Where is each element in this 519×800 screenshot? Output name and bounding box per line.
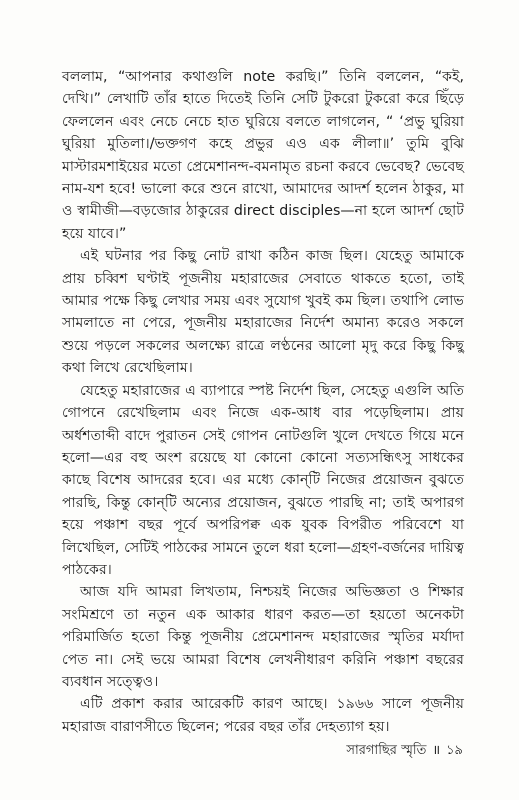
- paragraph-1: বললাম, “আপনার কথাগুলি note করছি।” তিনি বললেন, “কই, দেখি।” লেখাটি তাঁর হাতে দিতেই তিনি সেটি টুকরো টুকরো করে ছিঁড়ে ফেললেন এবং নেচে নেচে হাত ঘুরিয়ে বলতে লাগলেন, “ ‘প্রভু ঘুরিয়া ঘুরিয়া মুতিলা।/ভক্তগণ কহে প্রভুর এও এক লীলা॥’ তুমি বুঝি মাস্টারমশাইয়ের মতো প্রেমেশানন্দ-বমনামৃত রচনা করবে ভেবেছ? ভেবেছ নাম-যশ হবে! ভালো করে শুনে রাখো, আমাদের আদর্শ হলেন ঠাকুর, মা ও স্বামীজী—বড়জোর ঠাকুরের direct disciples—না হলে আদর্শ ছোট হয়ে যাবে।”: [62, 69, 464, 242]
- footer-separator: ॥: [432, 743, 441, 758]
- paragraph-2: এই ঘটনার পর কিছু নোট রাখা কঠিন কাজ ছিল। যেহেতু আমাকে প্রায় চব্বিশ ঘণ্টাই পূজনীয় মহারাজের সেবাতে থাকতে হতো, তাই আমার পক্ষে কিছু লেখার সময় এবং সুযোগ খুবই কম ছিল। তথাপি লোভ সামলাতে না পেরে, পূজনীয় মহারাজের নির্দেশ অমান্য করেও সকলে শুয়ে পড়লে সকলের অলক্ষ্যে রাত্রে লণ্ঠনের আলো মৃদু করে কিছু কিছু কথা লিখে রেখেছিলাম।: [62, 248, 464, 377]
- paragraph-5: এটি প্রকাশ করার আরেকটি কারণ আছে। ১৯৬৬ সালে পূজনীয় মহারাজ বারাণসীতে ছিলেন; পরের বছর তাঁর দেহত্যাগ হয়।: [62, 696, 464, 735]
- running-title: সারগাছির স্মৃতি: [346, 743, 427, 758]
- page-number: ১৯: [446, 743, 463, 758]
- page-footer: [340, 740, 463, 762]
- body-text: [62, 66, 464, 738]
- paragraph-3: যেহেতু মহারাজের এ ব্যাপারে স্পষ্ট নির্দেশ ছিল, সেহেতু এগুলি অতি গোপনে রেখেছিলাম এবং নিজে এক-আধ বার পড়েছিলাম। প্রায় অর্ধশতাব্দী বাদে পুরাতন সেই গোপন নোটগুলি খুলে দেখতে গিয়ে মনে হলো—এর বহু অংশ রয়েছে যা কোনো কোনো সত্যসন্ধিৎসু সাধকের কাছে বিশেষ আদরের হবে। এর মধ্যে কোন্‌টি নিজের প্রয়োজন বুঝতে পারছি, কিন্তু কোন্‌টি অন্যের প্রয়োজন, বুঝতে পারছি না; তাই অপারগ হয়ে পঞ্চাশ বছর পূর্বে অপরিপক্ব এক যুবক বিপরীত পরিবেশে যা লিখেছিল, সেটিই পাঠকের সামনে তুলে ধরা হলো—গ্রহণ-বর্জনের দায়িত্ব পাঠকের।: [62, 382, 464, 578]
- paragraph-4: আজ যদি আমরা লিখতাম, নিশ্চয়ই নিজের অভিজ্ঞতা ও শিক্ষার সংমিশ্রণে তা নতুন এক আকার ধারণ করত—তা হয়তো অনেকটা পরিমার্জিত হতো কিন্তু পূজনীয় প্রেমেশানন্দ মহারাজের স্মৃতির মর্যাদা পেত না। সেই ভয়ে আমরা বিশেষ লেখনীধারণ করিনি পঞ্চাশ বছরের ব্যবধান সত্ত্বেও।: [62, 584, 464, 690]
